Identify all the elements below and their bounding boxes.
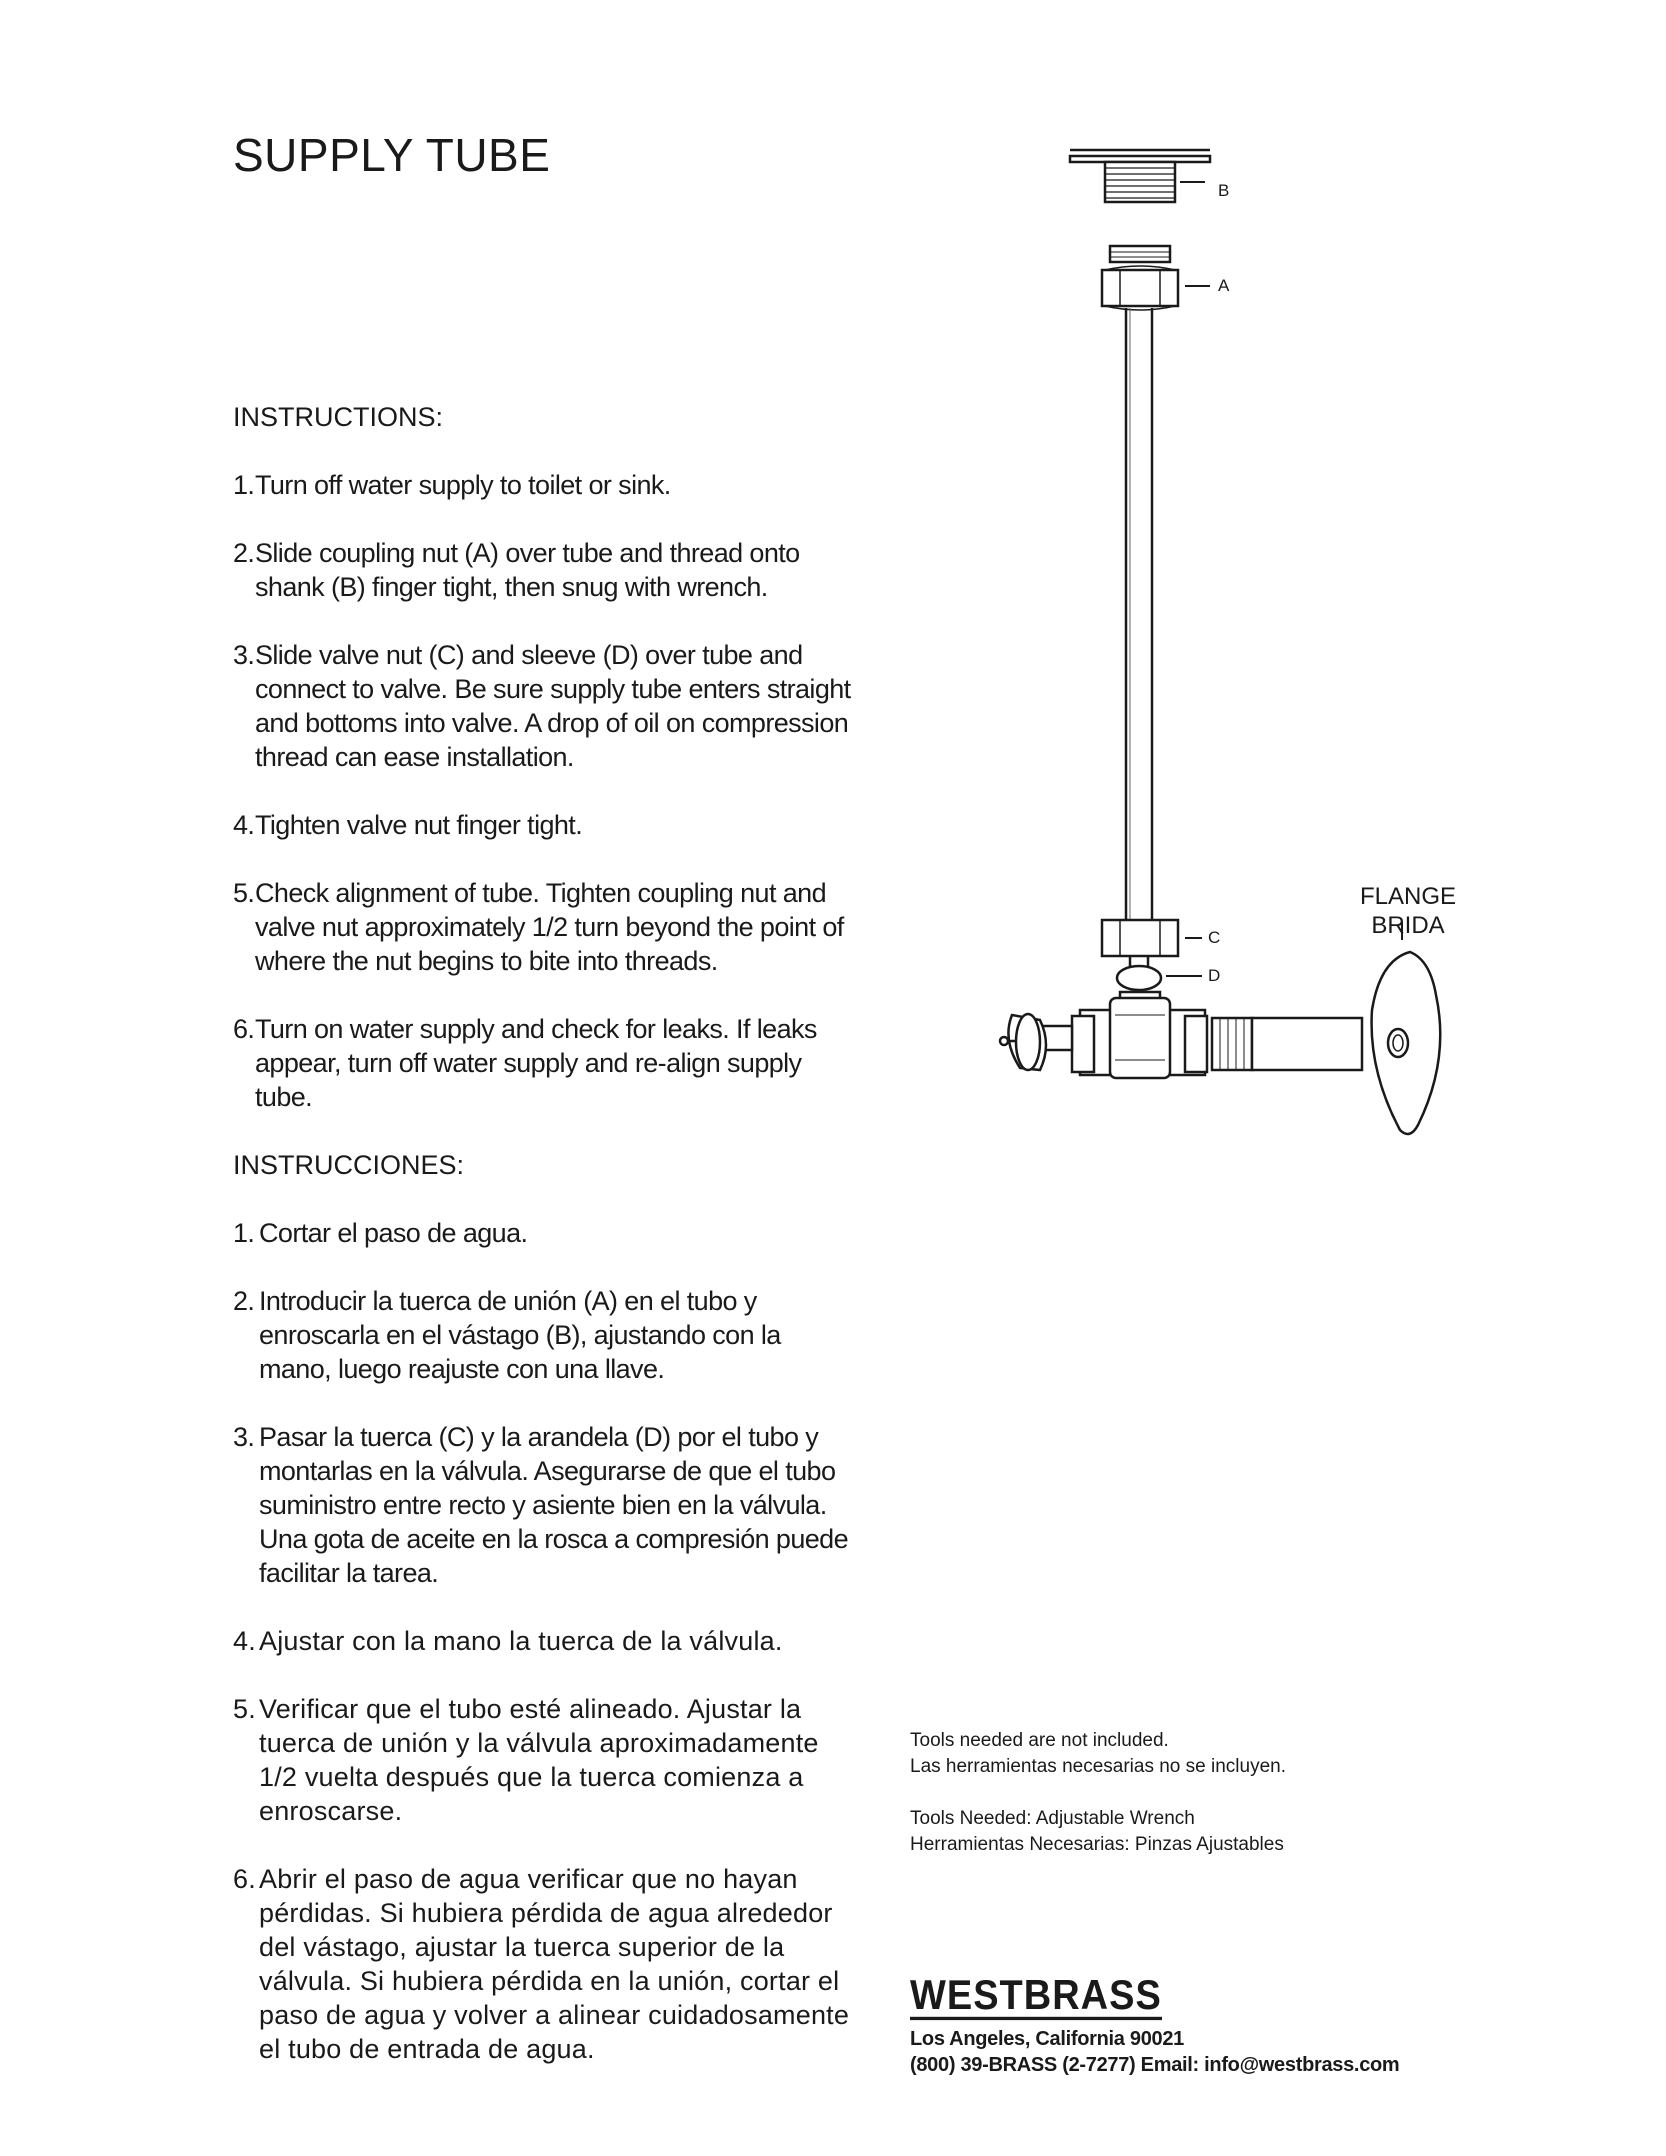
valve-nut-c xyxy=(1102,920,1202,956)
step-text: Slide valve nut (C) and sleeve (D) over tube and connect to valve. Be sure supply tube enters straight and bottoms into valve. A drop of oil on compression thread can ease installation. xyxy=(255,640,851,772)
shank-b xyxy=(1070,150,1210,202)
instruction-step-es xyxy=(233,1216,853,1250)
instruction-step-es xyxy=(233,1624,853,1658)
step-number: 2. xyxy=(233,538,255,568)
step-text: Introducir la tuerca de unión (A) en el tubo y enroscarla en el vástago (B), ajustando con la mano, luego reajuste con una llave. xyxy=(259,1286,781,1384)
step-text: Check alignment of tube. Tighten coupling nut and valve nut approximately 1/2 turn beyond the point of where the nut begins to bite into threads. xyxy=(255,878,844,976)
tools-needed-en: Tools Needed: Adjustable Wrench xyxy=(910,1808,1195,1829)
company-block xyxy=(910,1972,1470,2078)
valve-body xyxy=(1000,992,1362,1078)
step-text: Ajustar con la mano la tuerca de la válvula. xyxy=(259,1626,783,1656)
step-text: Abrir el paso de agua verificar que no hayan pérdidas. Si hubiera pérdida de agua alrededor del vástago, ajustar la tuerca superior de la válvula. Si hubiera pérdida en la unión, cortar el paso de agua y volver a alinear cuidadosamente el tubo de entrada de agua. xyxy=(259,1864,850,2064)
step-number: 4. xyxy=(233,810,255,840)
step-text: Tighten valve nut finger tight. xyxy=(255,810,583,840)
step-text: Cortar el paso de agua. xyxy=(259,1218,528,1248)
flange-label-en: FLANGE xyxy=(1359,883,1457,910)
instruction-step-es xyxy=(233,1862,853,2066)
callout-label-c: C xyxy=(1208,928,1221,947)
instructions-column xyxy=(233,400,853,2100)
step-text: Turn on water supply and check for leaks. If leaks appear, turn off water supply and re-align supply tube. xyxy=(255,1014,817,1112)
sleeve-d xyxy=(1117,956,1202,990)
tools-notes xyxy=(910,1728,1410,1858)
instructions-heading-es: INSTRUCCIONES: xyxy=(233,1150,465,1180)
step-number: 3. xyxy=(233,640,255,670)
step-text: Slide coupling nut (A) over tube and thread onto shank (B) finger tight, then snug with wrench. xyxy=(255,538,800,602)
tools-note-en: Tools needed are not included. xyxy=(910,1730,1169,1751)
step-text: Pasar la tuerca (C) y la arandela (D) por el tubo y montarlas en la válvula. Asegurarse de que el tubo suministro entre recto y asiente bien en la válvula. Una gota de aceite en la rosca a compresión puede facilitar la tarea. xyxy=(259,1422,849,1588)
instructions-list-en xyxy=(233,468,853,1114)
step-text: Turn off water supply to toilet or sink. xyxy=(255,470,671,500)
instruction-step-en xyxy=(233,1012,853,1114)
step-number: 4. xyxy=(233,1626,256,1656)
westbrass-logo: WESTBRASS xyxy=(910,1972,1162,2019)
step-number: 5. xyxy=(233,878,255,908)
step-number: 2. xyxy=(233,1286,255,1316)
supply-tube-illustration xyxy=(980,140,1500,1140)
step-text: Verificar que el tubo esté alineado. Ajustar la tuerca de unión y la válvula aproximadamente 1/2 vuelta después que la tuerca comienza a enroscarse. xyxy=(259,1694,819,1826)
tube-body xyxy=(1126,308,1152,920)
instruction-step-en xyxy=(233,638,853,774)
instruction-step-es xyxy=(233,1420,853,1590)
flange-brida xyxy=(1372,922,1441,1134)
callout-label-a: A xyxy=(1218,276,1230,295)
callout-label-d: D xyxy=(1208,966,1221,985)
coupling-nut-a xyxy=(1102,246,1210,310)
instruction-step-en xyxy=(233,536,853,604)
page-title: SUPPLY TUBE xyxy=(233,129,551,181)
step-number: 6. xyxy=(233,1014,255,1044)
instruction-step-en xyxy=(233,808,853,842)
flange-label-es: BRIDA xyxy=(1371,912,1445,939)
company-contact: (800) 39-BRASS (2-7277) Email: info@westbrass.com xyxy=(910,2054,1400,2076)
step-number: 6. xyxy=(233,1864,256,1894)
company-address: Los Angeles, California 90021 xyxy=(910,2028,1184,2050)
step-number: 1. xyxy=(233,1218,255,1248)
instructions-list-es xyxy=(233,1216,853,2066)
callout-label-b: B xyxy=(1218,181,1230,200)
tools-note-es: Las herramientas necesarias no se incluyen. xyxy=(910,1756,1286,1777)
instruction-step-en xyxy=(233,468,853,502)
step-number: 3. xyxy=(233,1422,255,1452)
step-number: 5. xyxy=(233,1694,256,1724)
step-number: 1. xyxy=(233,470,255,500)
instruction-step-en xyxy=(233,876,853,978)
flange-label xyxy=(1352,882,1464,940)
tools-needed-es: Herramientas Necesarias: Pinzas Ajustables xyxy=(910,1834,1284,1855)
instructions-heading-en: INSTRUCTIONS: xyxy=(233,402,444,432)
supply-tube-diagram xyxy=(980,140,1500,1140)
instruction-step-es xyxy=(233,1284,853,1386)
instruction-step-es xyxy=(233,1692,853,1828)
